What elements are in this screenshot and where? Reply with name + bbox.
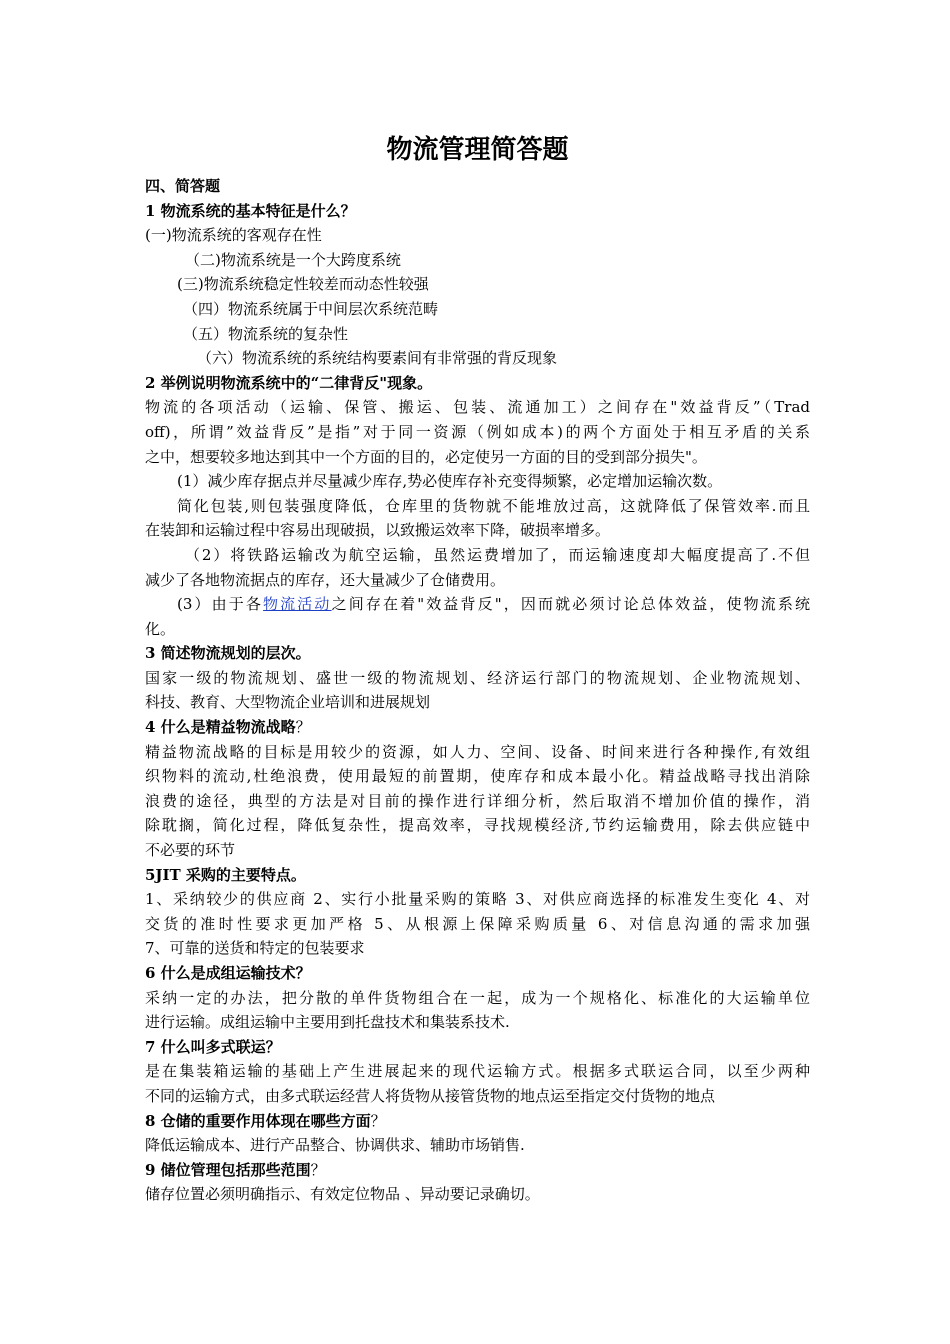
q2-paragraph-1-line-2: off)，所谓”效益背反”是指”对于同一资源（例如成本)的两个方面处于相互矛盾的关系 xyxy=(145,422,810,441)
q2-paragraph-3-line-1: 简化包装,则包装强度降低，仓库里的货物就不能堆放过高，这就降低了保管效率.而且 xyxy=(177,496,810,515)
q1-item-2: （二)物流系统是一个大跨度系统 xyxy=(185,250,401,269)
q4-line-2: 织物料的流动,杜绝浪费，使用最短的前置期，使库存和成本最小化。精益战略寻找出消除 xyxy=(145,767,810,786)
q7-line-2: 不同的运输方式，由多式联运经营人将货物从接管货物的地点运至指定交付货物的地点 xyxy=(145,1086,716,1105)
q4-line-4: 除耽搁，简化过程，降低复杂性，提高效率，寻找规模经济,节约运输费用，除去供应链中 xyxy=(145,816,810,835)
q2-example-3-line-2: 化。 xyxy=(145,619,176,638)
q1-item-3: (三)物流系统稳定性较差而动态性较强 xyxy=(177,275,429,294)
q3-line-1: 国家一级的物流规划、盛世一级的物流规划、经济运行部门的物流规划、企业物流规划、 xyxy=(145,668,810,687)
question-9-heading-text: 9 储位管理包括那些范围 xyxy=(145,1160,311,1179)
question-8-heading-text: 8 仓储的重要作用体现在哪些方面 xyxy=(145,1111,371,1130)
question-7-heading: 7 什么叫多式联运？ xyxy=(145,1037,281,1056)
q4-line-3: 浪费的途径，典型的方法是对目前的操作进行详细分析，然后取消不增加价值的操作，消 xyxy=(145,791,810,810)
q4-line-1: 精益物流战略的目标是用较少的资源，如人力、空间、设备、时间来进行各种操作,有效组 xyxy=(145,742,810,761)
q6-line-1: 采纳一定的办法，把分散的单件货物组合在一起，成为一个规格化、标准化的大运输单位 xyxy=(145,988,810,1007)
q9-answer: 储存位置必须明确指示、有效定位物品 、异动要记录确切。 xyxy=(145,1185,540,1204)
logistics-activity-link[interactable]: 物流活动 xyxy=(263,595,332,614)
question-8-heading xyxy=(145,1109,810,1134)
q1-item-4: （四）物流系统属于中间层次系统范畴 xyxy=(183,299,439,318)
q4-line-5: 不必要的环节 xyxy=(145,841,236,860)
q2-paragraph-1-line-1: 物流的各项活动（运输、保管、搬运、包装、流通加工）之间存在"效益背反”（Trad xyxy=(145,398,810,417)
question-2-heading: 2 举例说明物流系统中的“二律背反"现象。 xyxy=(145,373,433,392)
page-title: 物流管理简答题 xyxy=(386,135,569,165)
q2-example-3-text-before: (3）由于各 xyxy=(177,595,264,614)
question-5-heading: 5JIT 采购的主要特点。 xyxy=(145,865,306,884)
q5-line-3: 7、可靠的送货和特定的包装要求 xyxy=(145,939,365,958)
question-1-heading: 1 物流系统的基本特征是什么？ xyxy=(145,201,356,220)
q8-answer: 降低运输成本、进行产品整合、协调供求、辅助市场销售. xyxy=(145,1136,525,1155)
q1-item-1: (一)物流系统的客观存在性 xyxy=(145,226,322,245)
q1-item-6: （六）物流系统的系统结构要素间有非常强的背反现象 xyxy=(197,349,558,368)
q3-line-2: 科技、教育、大型物流企业培训和进展规划 xyxy=(145,693,431,712)
section-heading: 四、简答题 xyxy=(145,177,221,195)
q6-line-2: 进行运输。成组运输中主要用到托盘技术和集装系技术. xyxy=(145,1013,510,1032)
q2-example-2-line-1: （2）将铁路运输改为航空运输，虽然运费增加了，而运输速度却大幅度提高了.不但 xyxy=(185,545,810,564)
question-4-heading xyxy=(145,715,810,740)
q2-example-2-line-2: 减少了各地物流据点的库存，还大量减少了仓储费用。 xyxy=(145,570,506,589)
question-3-heading: 3 简述物流规划的层次。 xyxy=(145,644,311,663)
q2-example-3-line-1 xyxy=(145,592,810,617)
q2-paragraph-1-line-3: 之中，想要较多地达到其中一个方面的目的，必定使另一方面的目的受到部分损失"。 xyxy=(145,447,707,466)
q5-line-2: 交货的准时性要求更加严格 5、从根源上保障采购质量 6、对信息沟通的需求加强 xyxy=(145,914,810,933)
q7-line-1: 是在集装箱运输的基础上产生进展起来的现代运输方式。根据多式联运合同，以至少两种 xyxy=(145,1062,810,1081)
question-6-heading: 6 什么是成组运输技术？ xyxy=(145,964,311,982)
q2-example-3-text-after: 之间存在着"效益背反"，因而就必须讨论总体效益，使物流系统 xyxy=(331,595,810,614)
question-8-heading-mark: ？ xyxy=(370,1111,386,1130)
q2-example-1: (1）减少库存据点并尽量减少库存,势必使库存补充变得频繁，必定增加运输次数。 xyxy=(177,472,723,491)
q1-item-5: （五）物流系统的复杂性 xyxy=(183,324,349,343)
question-4-heading-text: 4 什么是精益物流战略 xyxy=(145,718,296,737)
question-9-heading-mark: ？ xyxy=(310,1160,326,1179)
q5-line-1: 1、采纳较少的供应商 2、实行小批量采购的策略 3、对供应商选择的标准发生变化 4、对 xyxy=(145,890,810,909)
q2-paragraph-3-line-2: 在装卸和运输过程中容易出现破损，以致搬运效率下降，破损率增多。 xyxy=(145,521,611,540)
question-4-heading-mark: ？ xyxy=(295,718,311,737)
document-body xyxy=(145,174,810,1207)
question-9-heading xyxy=(145,1158,810,1183)
